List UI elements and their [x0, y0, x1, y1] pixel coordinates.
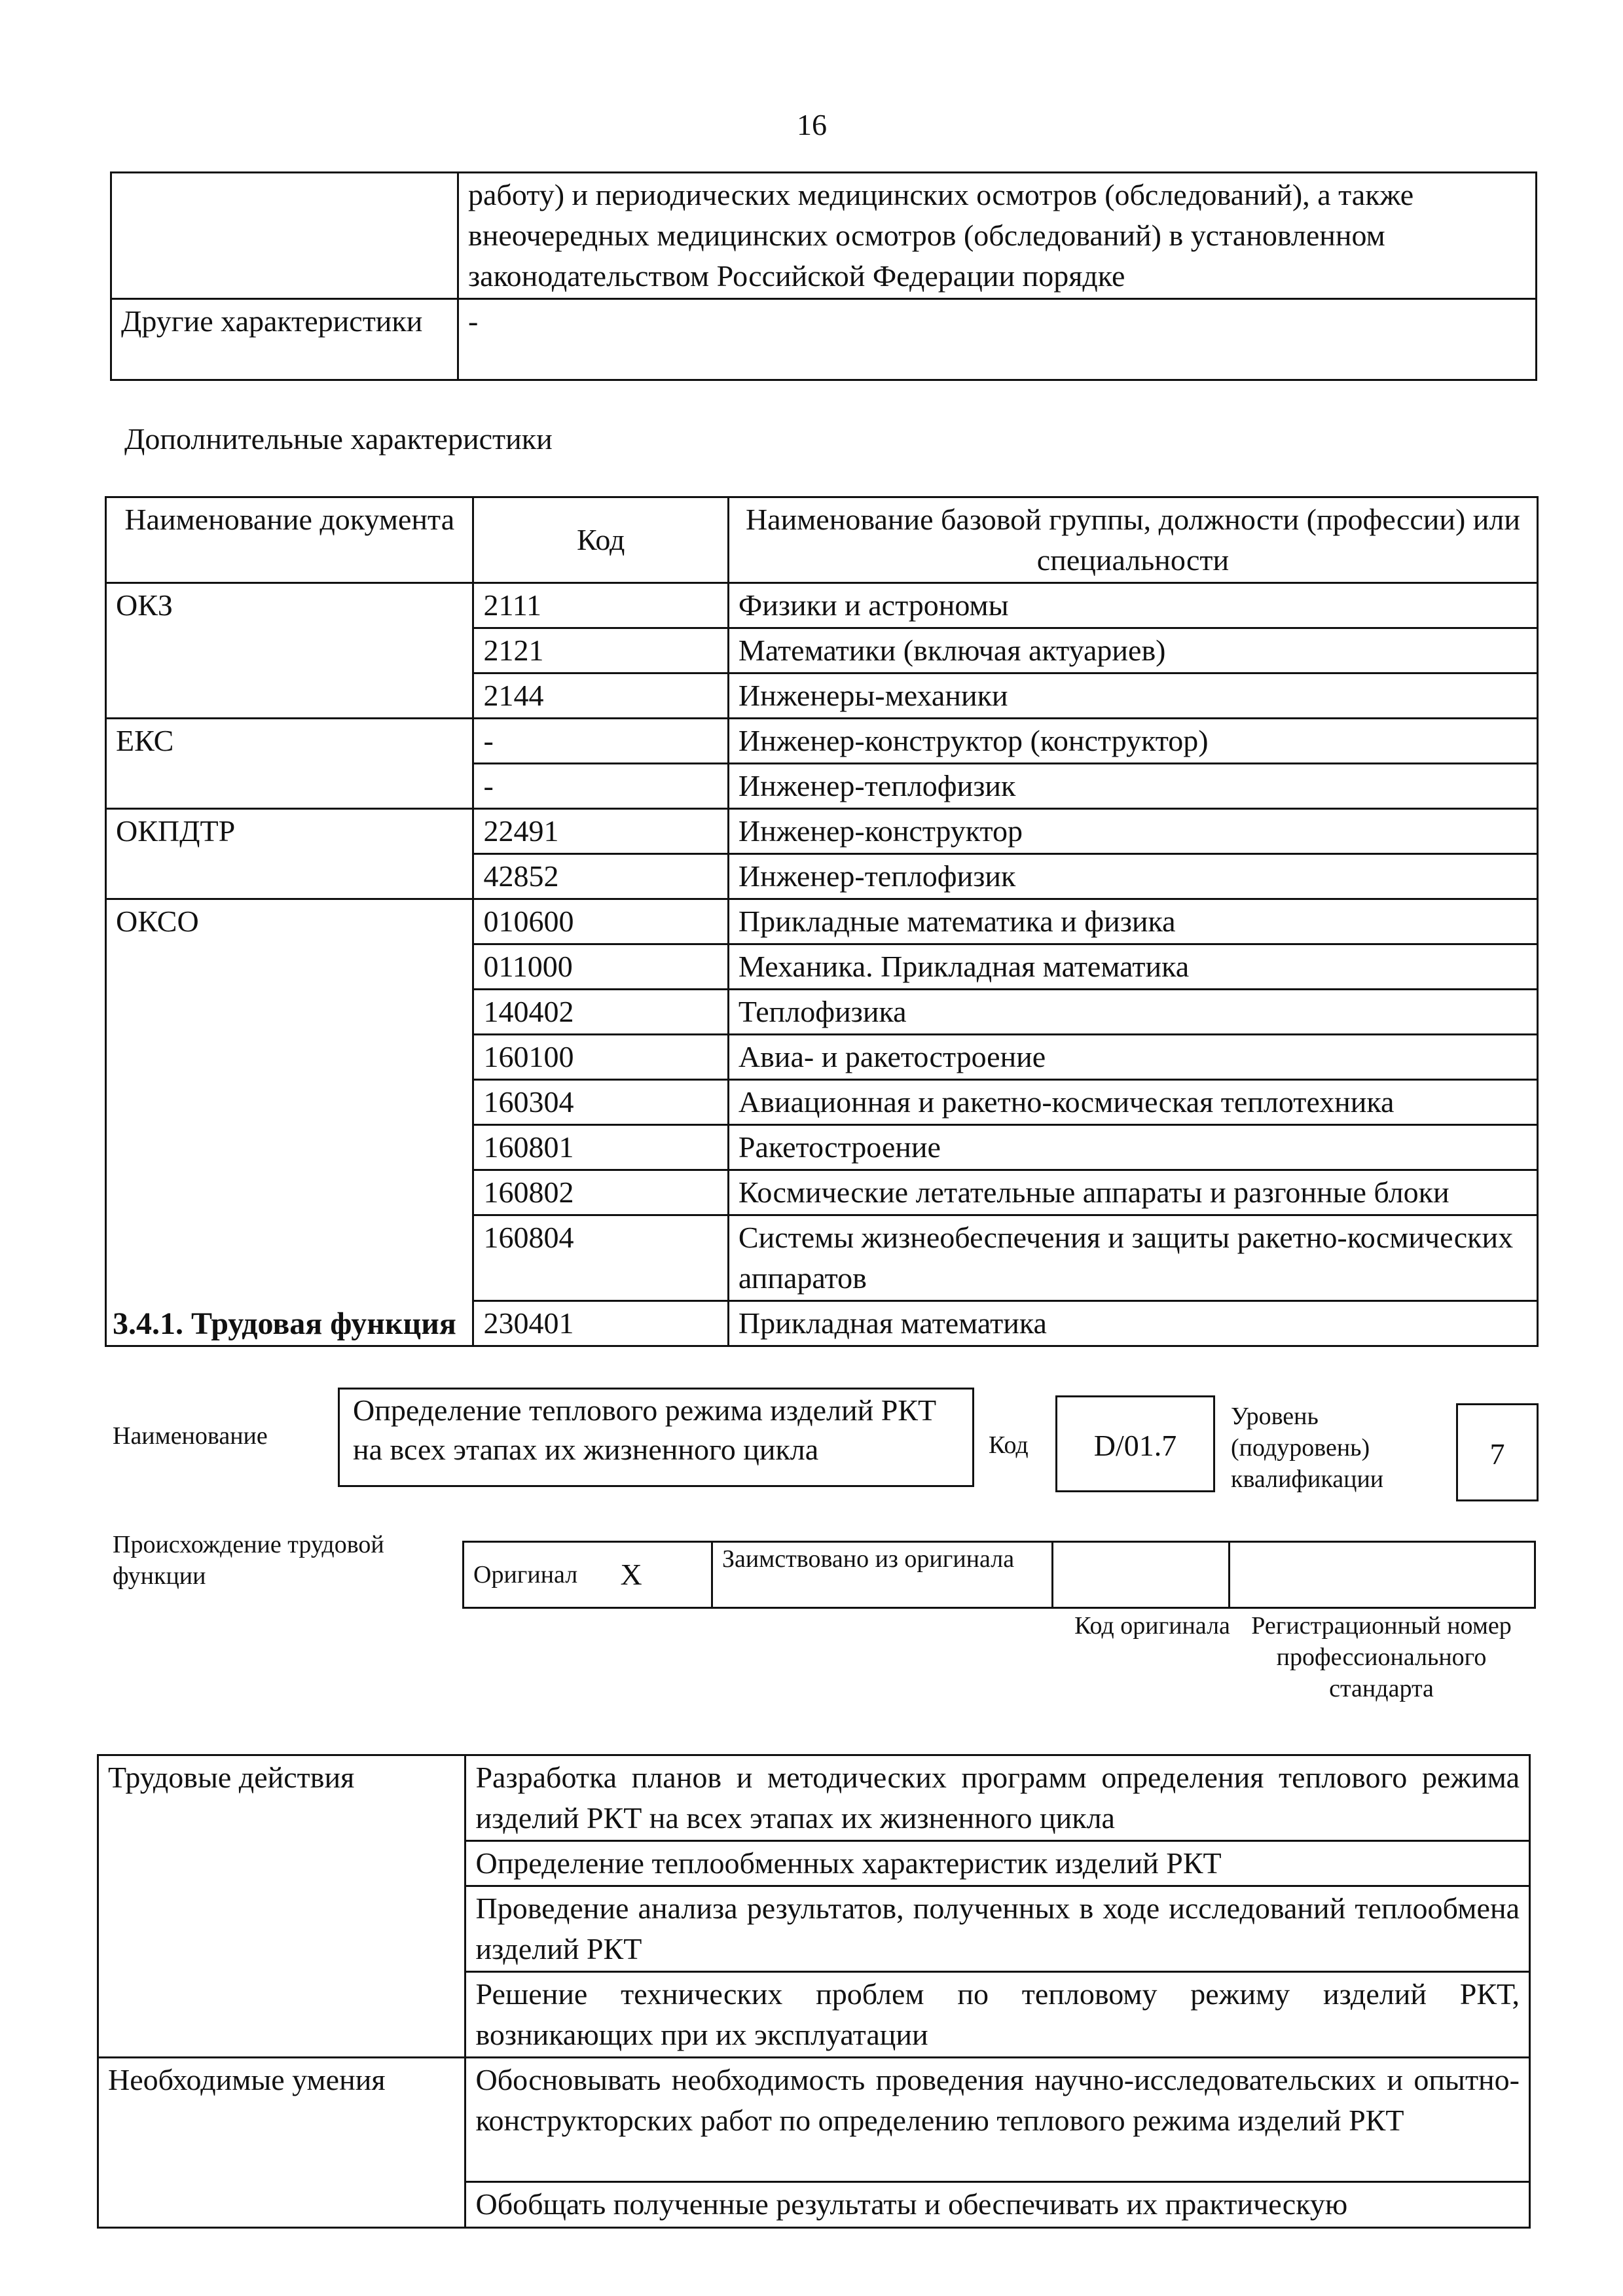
- name-cell: Инженер-теплофизик: [728, 854, 1537, 899]
- code-cell: 230401: [473, 1301, 728, 1346]
- doc-eks: ЕКС: [106, 719, 473, 809]
- name-cell: Инженер-конструктор (конструктор): [728, 719, 1537, 764]
- origin-label: Происхождение трудовой функции: [113, 1531, 384, 1590]
- name-cell: Физики и астрономы: [728, 583, 1537, 628]
- header-group-name: Наименование базовой группы, должности (профессии) или специальности: [728, 497, 1537, 583]
- code-original-cell: [1053, 1542, 1230, 1608]
- level-label: Уровень (подуровень) квалификации: [1231, 1403, 1384, 1493]
- action-item: Разработка планов и методических программ определения теплового режима изделий РКТ на всех этапах их жизненного цикла: [465, 1755, 1530, 1841]
- code-value: D/01.7: [1093, 1429, 1177, 1462]
- name-cell: Инженеры-механики: [728, 673, 1537, 719]
- original-mark: X: [621, 1542, 712, 1608]
- name-cell: Инженер-конструктор: [728, 809, 1537, 854]
- code-cell: 160801: [473, 1125, 728, 1170]
- table-row: [111, 299, 1537, 380]
- code-cell: -: [473, 719, 728, 764]
- code-cell: 160804: [473, 1215, 728, 1301]
- labor-function-heading: 3.4.1. Трудовая функция: [113, 1306, 456, 1341]
- required-skills-label: Необходимые умения: [98, 2058, 465, 2228]
- table-row: [111, 173, 1537, 299]
- borrowed-label: Заимствовано из оригинала: [712, 1542, 1053, 1608]
- skill-item: Обосновывать необходимость проведения научно-исследовательских и опытно-конструкторских работ по определению теплового режима изделий РКТ: [465, 2058, 1530, 2182]
- other-characteristics-value: -: [458, 299, 1537, 380]
- reg-number-cell: [1230, 1542, 1535, 1608]
- action-item: Решение технических проблем по тепловому режиму изделий РКТ, возникающих при их эксплуатации: [465, 1972, 1530, 2058]
- labor-actions-label: Трудовые действия: [98, 1755, 465, 2058]
- original-label: Оригинал: [464, 1542, 621, 1608]
- code-label: Код: [989, 1431, 1029, 1459]
- code-cell: 2144: [473, 673, 728, 719]
- table-row: [106, 583, 1538, 628]
- level-value: 7: [1489, 1437, 1505, 1471]
- code-box: [1055, 1395, 1215, 1492]
- name-label: Наименование: [113, 1422, 268, 1450]
- level-box: [1456, 1403, 1539, 1501]
- name-cell: Инженер-теплофизик: [728, 764, 1537, 809]
- name-cell: Прикладные математика и физика: [728, 899, 1537, 944]
- skill-item: Обобщать полученные результаты и обеспечивать их практическую: [465, 2182, 1530, 2228]
- code-cell: 140402: [473, 990, 728, 1035]
- doc-okz: ОКЗ: [106, 583, 473, 719]
- name-cell: Космические летательные аппараты и разгонные блоки: [728, 1170, 1537, 1215]
- code-cell: 160802: [473, 1170, 728, 1215]
- code-cell: 2121: [473, 628, 728, 673]
- name-cell: Механика. Прикладная математика: [728, 944, 1537, 990]
- reg-number-caption: Регистрационный номер профессионального стандарта: [1251, 1612, 1512, 1702]
- additional-characteristics-heading: Дополнительные характеристики: [124, 422, 553, 456]
- action-item: Проведение анализа результатов, полученных в ходе исследований теплообмена изделий РКТ: [465, 1886, 1530, 1972]
- other-characteristics-label: Другие характеристики: [111, 299, 458, 380]
- doc-okpdtr: ОКПДТР: [106, 809, 473, 899]
- empty-cell: [111, 173, 458, 299]
- code-cell: 2111: [473, 583, 728, 628]
- additional-characteristics-table: [105, 496, 1539, 1347]
- name-cell: Математики (включая актуариев): [728, 628, 1537, 673]
- table-row: [98, 1755, 1530, 1841]
- table-row: [106, 809, 1538, 854]
- header-row: [106, 497, 1538, 583]
- function-name-value: Определение теплового режима изделий РКТ на всех этапах их жизненного цикла: [353, 1393, 937, 1466]
- name-cell: Теплофизика: [728, 990, 1537, 1035]
- code-cell: 160100: [473, 1035, 728, 1080]
- code-cell: 011000: [473, 944, 728, 990]
- doc-okso: ОКСО: [106, 899, 473, 1346]
- table-row: [106, 719, 1538, 764]
- header-code: Код: [473, 497, 728, 583]
- code-cell: 160304: [473, 1080, 728, 1125]
- action-item: Определение теплообменных характеристик изделий РКТ: [465, 1841, 1530, 1886]
- table-row: [106, 899, 1538, 944]
- top-characteristics-table: [110, 171, 1537, 381]
- page-number: 16: [797, 108, 827, 141]
- code-cell: 010600: [473, 899, 728, 944]
- name-cell: Авиационная и ракетно-космическая теплотехника: [728, 1080, 1537, 1125]
- code-cell: -: [473, 764, 728, 809]
- name-cell: Прикладная математика: [728, 1301, 1537, 1346]
- code-original-caption: Код оригинала: [1074, 1612, 1230, 1640]
- requirements-continuation-text: работу) и периодических медицинских осмотров (обследований), а также внеочередных медицинских осмотров (обследований) в установленном законодательством Российской Федерации порядке: [458, 173, 1537, 299]
- name-cell: Системы жизнеобеспечения и защиты ракетно-космических аппаратов: [728, 1215, 1537, 1301]
- name-cell: Ракетостроение: [728, 1125, 1537, 1170]
- function-name-box: [338, 1388, 974, 1487]
- table-row: [464, 1542, 1535, 1608]
- actions-skills-table: [97, 1754, 1531, 2229]
- table-row: [98, 2058, 1530, 2182]
- header-document: Наименование документа: [106, 497, 473, 583]
- code-cell: 22491: [473, 809, 728, 854]
- code-cell: 42852: [473, 854, 728, 899]
- origin-table: [462, 1541, 1536, 1609]
- name-cell: Авиа- и ракетостроение: [728, 1035, 1537, 1080]
